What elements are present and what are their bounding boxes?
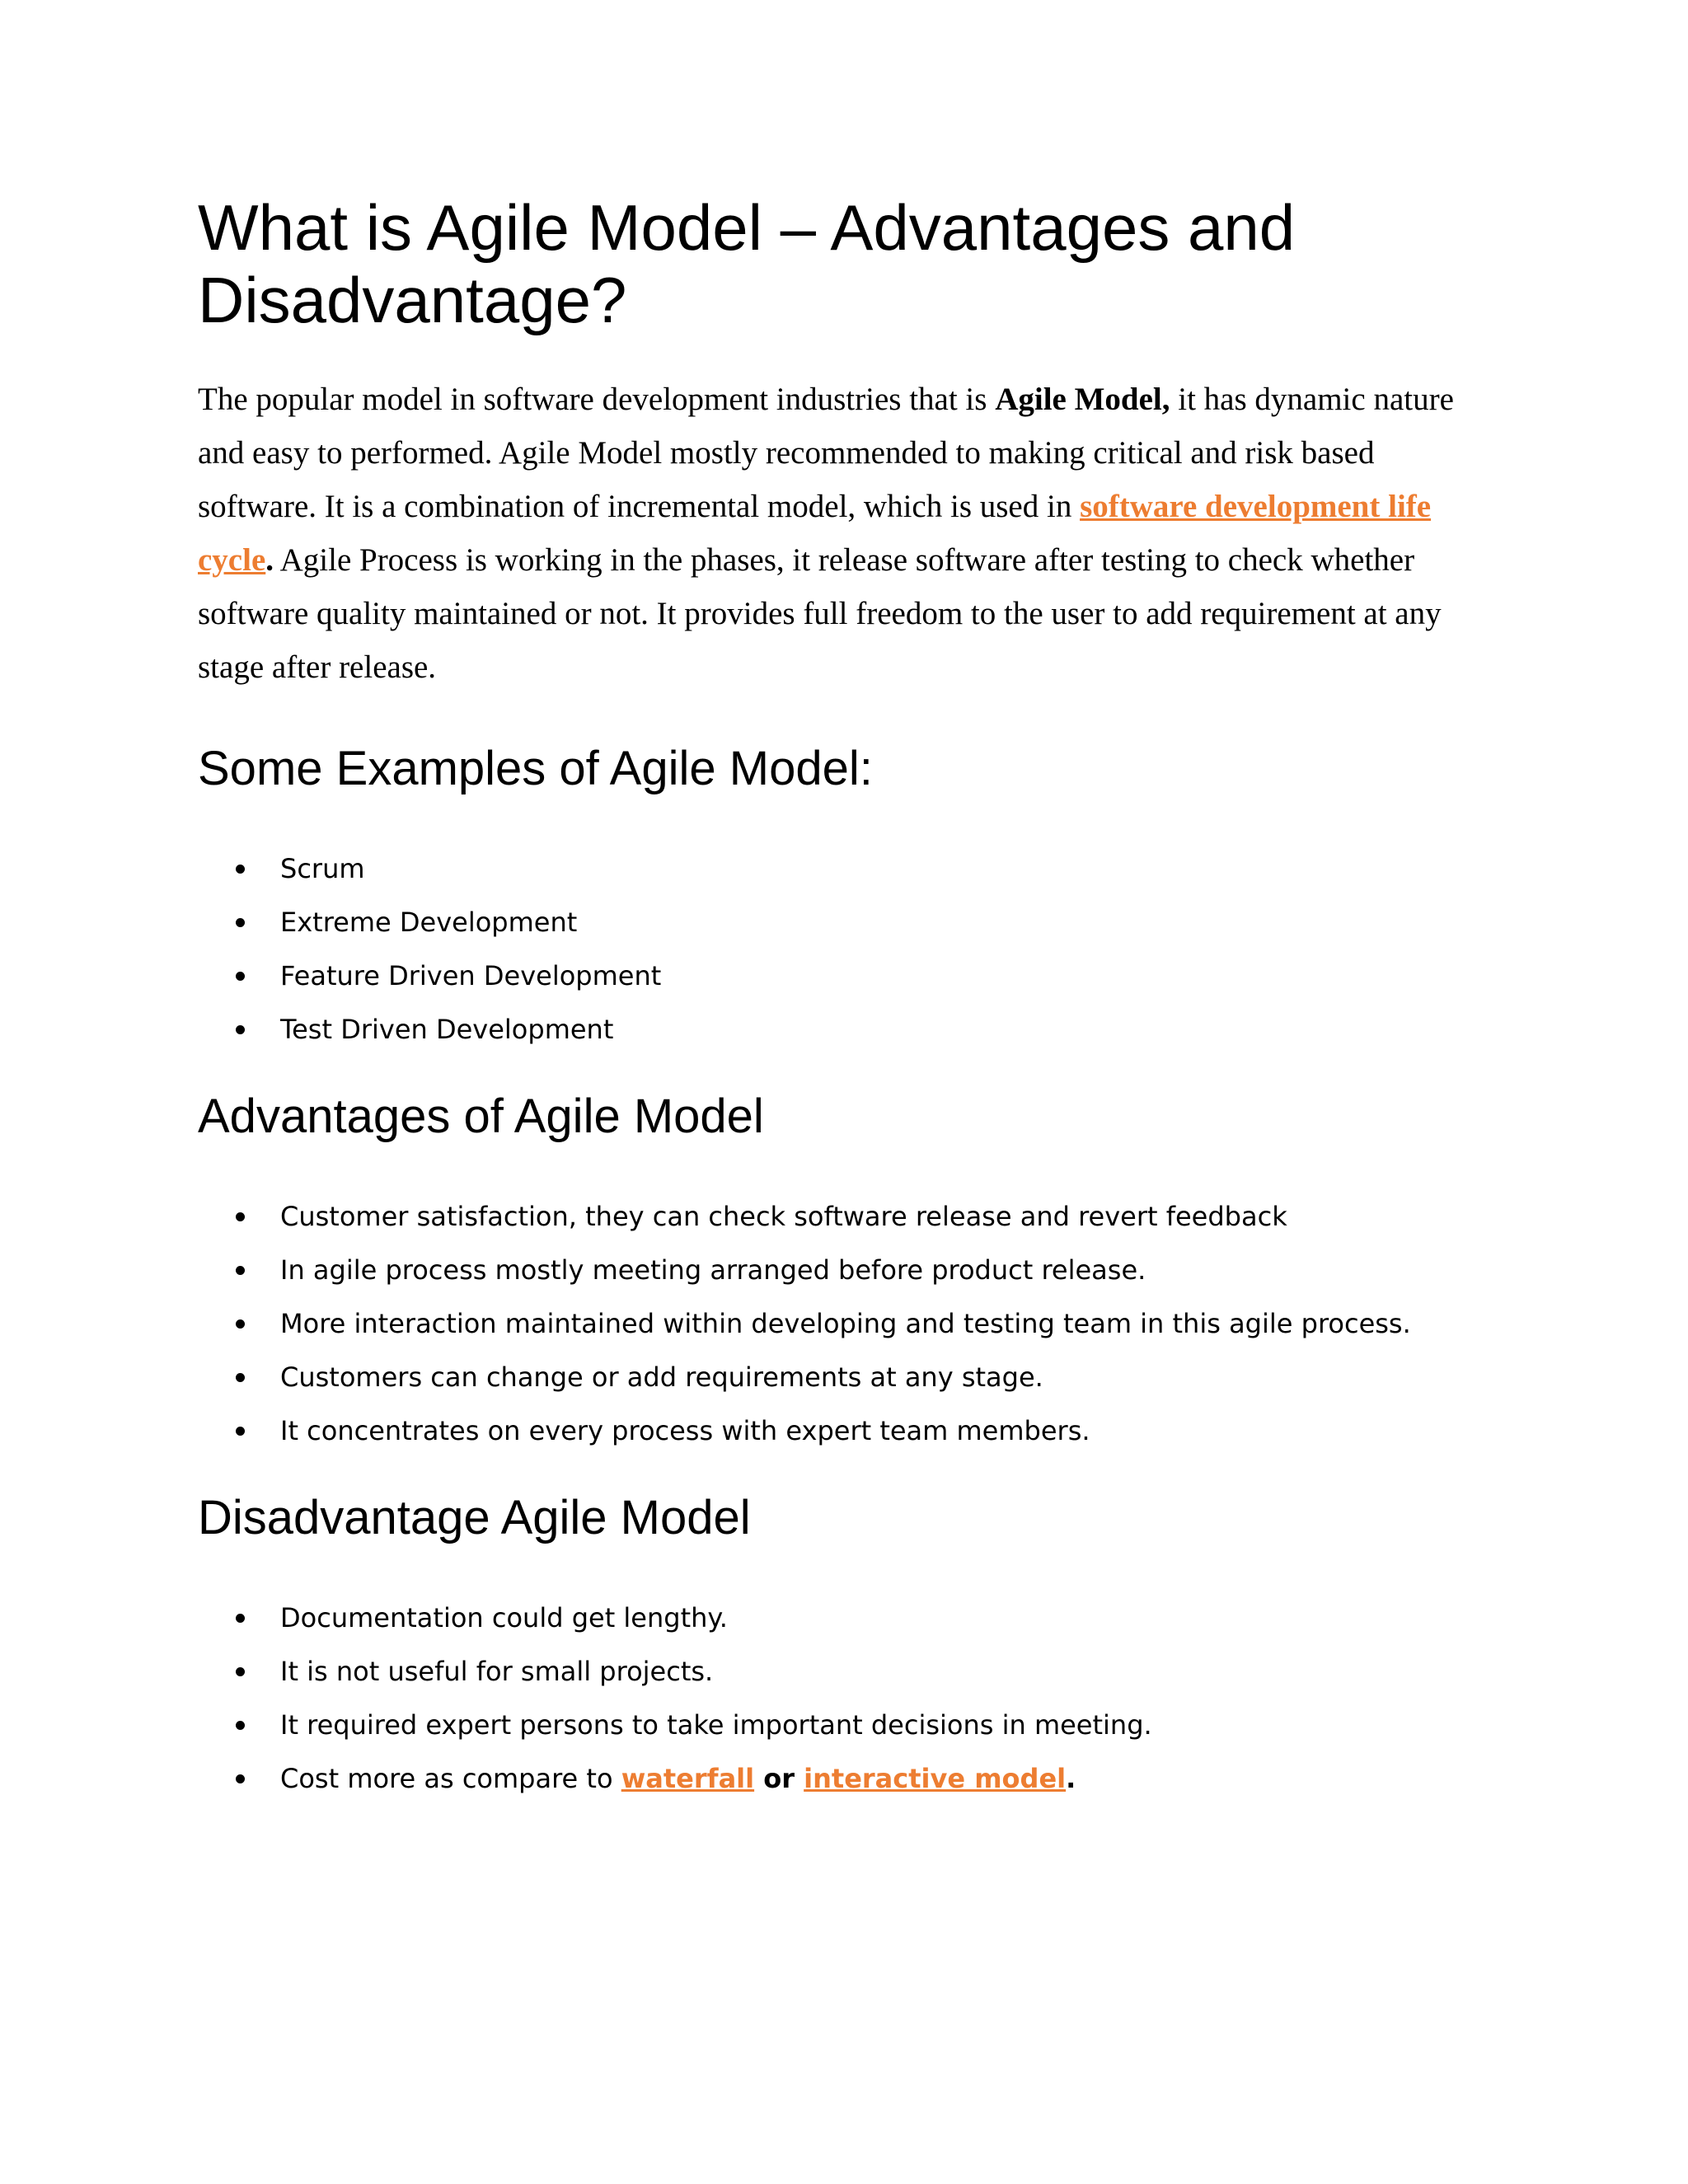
list-item: It concentrates on every process with expert team members. — [198, 1404, 1484, 1458]
list-item: It is not useful for small projects. — [198, 1645, 1484, 1699]
advantages-list — [198, 1190, 1484, 1458]
document-page — [198, 191, 1484, 1806]
disadvantages-heading: Disadvantage Agile Model — [198, 1491, 751, 1544]
cost-suffix: . — [1066, 1763, 1076, 1794]
cost-middle: or — [754, 1763, 804, 1794]
intro-text-3: Agile Process is working in the phases, it release software after testing to check whether software quality maintained or not. It provides full freedom to the user to add requirement at any stage after release. — [198, 542, 1442, 685]
list-item: More interaction maintained within developing and testing team in this agile process. — [198, 1297, 1484, 1351]
list-item: Feature Driven Development — [198, 949, 1484, 1003]
examples-heading: Some Examples of Agile Model: — [198, 742, 873, 795]
interactive-model-link[interactable]: interactive model — [804, 1763, 1067, 1794]
intro-bold-term: Agile Model, — [995, 382, 1170, 417]
examples-list — [198, 842, 1484, 1057]
intro-bold-dot: . — [265, 542, 274, 578]
list-item: Customers can change or add requirements at any stage. — [198, 1351, 1484, 1404]
disadvantages-list — [198, 1591, 1484, 1806]
intro-text-1: The popular model in software development industries that is — [198, 382, 996, 417]
list-item: It required expert persons to take important decisions in meeting. — [198, 1699, 1484, 1752]
sdlc-link[interactable]: software development life cycle — [198, 489, 1432, 578]
list-item: In agile process mostly meeting arranged before product release. — [198, 1244, 1484, 1297]
waterfall-link[interactable]: waterfall — [621, 1763, 755, 1794]
list-item: Test Driven Development — [198, 1003, 1484, 1057]
intro-paragraph — [198, 373, 1484, 694]
page-title: What is Agile Model – Advantages and Disadvantage? — [198, 191, 1296, 336]
list-item: Customer satisfaction, they can check software release and revert feedback — [198, 1190, 1484, 1244]
list-item: Scrum — [198, 842, 1484, 896]
advantages-heading: Advantages of Agile Model — [198, 1090, 764, 1143]
cost-prefix: Cost more as compare to — [280, 1763, 621, 1794]
list-item: Documentation could get lengthy. — [198, 1591, 1484, 1645]
intro-text-2: it has dynamic nature and easy to performed. Agile Model mostly recommended to making critical and risk based software. It is a combination of incremental model, which is used in — [198, 382, 1454, 524]
list-item-cost — [198, 1752, 1484, 1806]
list-item: Extreme Development — [198, 896, 1484, 949]
